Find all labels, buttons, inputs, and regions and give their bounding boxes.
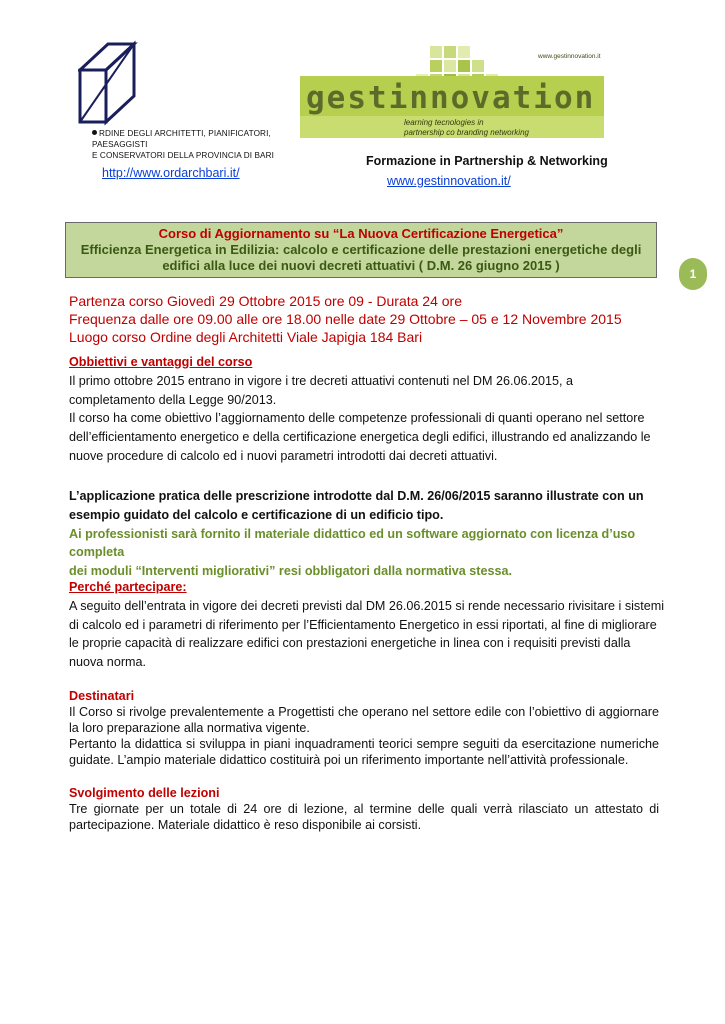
page-number-badge: 1	[679, 258, 707, 290]
architects-caption-line2: E CONSERVATORI DELLA PROVINCIA DI BARI	[92, 151, 275, 160]
why-line2: di calcolo ed i parametri di riferimento per l’Efficientamento Energetico in essi riportati, al fine di migliorare	[69, 617, 657, 632]
course-title-box	[65, 222, 657, 278]
course-subtitle-1: Efficienza Energetica in Edilizia: calcolo e certificazione delle prestazioni energetiche degli	[80, 242, 642, 257]
gest-logo-tagline-2: partnership co branding networking	[404, 128, 529, 137]
recipients-heading: Destinatari	[69, 689, 135, 703]
course-schedule: Frequenza dalle ore 09.00 alle ore 18.00 nelle date 29 Ottobre – 05 e 12 Novembre 2015	[69, 311, 622, 327]
architects-caption	[92, 128, 292, 161]
application-bold-line1: L’applicazione pratica delle prescrizione introdotte dal D.M. 26/06/2015 saranno illustrate con un	[69, 489, 644, 503]
gestinnovation-link[interactable]: www.gestinnovation.it/	[387, 174, 511, 188]
why-section	[69, 578, 669, 672]
course-start: Partenza corso Giovedì 29 Ottobre 2015 ore 09 - Durata 24 ore	[69, 293, 463, 309]
lessons-p1: Tre giornate per un totale di 24 ore di lezione, al termine delle quali verrà rilasciato un attestato di partecipazione. Materiale didattico è reso disponibile ai corsisti.	[69, 802, 659, 832]
application-green-line1: Ai professionisti sarà fornito il materiale didattico ed un software aggiornato con licenza d’uso completa	[69, 526, 636, 560]
objectives-heading: Obbiettivi e vantaggi del corso	[69, 355, 253, 369]
recipients-section	[69, 688, 659, 768]
objectives-p1-line2: completamento della Legge 90/2013.	[69, 392, 277, 407]
objectives-p2-line2: dell’efficientamento energetico e della certificazione energetica degli edifici, illustrando ed analizzando le	[69, 430, 651, 445]
why-line4: nuova norma.	[69, 655, 147, 670]
course-subtitle-2: edifici alla luce dei nuovi decreti attuativi ( D.M. 26 giugno 2015 )	[162, 258, 560, 273]
why-line3: le proprie capacità di realizzare edifici con prestazioni energetiche in linea con i requisiti previsti dalla	[69, 636, 631, 651]
objectives-p2-line1: Il corso ha come obiettivo l’aggiornamento delle competenze professionali di quanti operano nel settore	[69, 411, 645, 426]
why-line1: A seguito dell’entrata in vigore dei decreti previsti dal DM 26.06.2015 si rende necessario rivisitare i sistemi	[69, 598, 664, 613]
gest-logo-small-url: www.gestinnovation.it	[538, 53, 601, 60]
why-heading: Perché partecipare:	[69, 580, 187, 594]
gest-logo-tagline-1: learning tecnologies in	[404, 118, 484, 127]
course-title: Corso di Aggiornamento su “La Nuova Certificazione Energetica”	[158, 226, 564, 241]
application-bold-line2: esempio guidato del calcolo e certificazione di un edificio tipo.	[69, 507, 444, 522]
objectives-section	[69, 353, 659, 466]
architects-link[interactable]: http://www.ordarchbari.it/	[102, 166, 240, 180]
objectives-p2-line3: nuove procedure di calcolo ed i nuovi parametri introdotti dai decreti attuativi.	[69, 448, 498, 463]
gest-logo-word: gestinnovation	[306, 80, 596, 116]
course-location: Luogo corso Ordine degli Architetti Viale Japigia 184 Bari	[69, 329, 423, 345]
architects-logo	[78, 40, 138, 126]
application-green-line2: dei moduli “Interventi migliorativi” resi obbligatori dalla normativa stessa.	[69, 564, 512, 579]
course-info	[69, 292, 622, 346]
gestinnovation-logo	[292, 42, 612, 140]
application-section	[69, 487, 669, 581]
lessons-heading: Svolgimento delle lezioni	[69, 786, 220, 800]
recipients-p2: Pertanto la didattica si sviluppa in piani inquadramenti teorici sempre seguiti da esercitazione numeriche guidate. L’ampio materiale didattico costituirà poi un riferimento importante nell’attività professionale.	[69, 737, 659, 767]
formazione-label: Formazione in Partnership & Networking	[366, 154, 608, 168]
objectives-p1-line1: Il primo ottobre 2015 entrano in vigore i tre decreti attuativi contenuti nel DM 26.06.2015, a	[69, 373, 574, 388]
lessons-section	[69, 785, 659, 833]
architects-caption-line1: RDINE DEGLI ARCHITETTI, PIANIFICATORI, PAESAGGISTI	[92, 129, 271, 149]
recipients-p1: Il Corso si rivolge prevalentemente a Progettisti che operano nel settore edile con l’obiettivo di aggiornare la loro preparazione alla normativa vigente.	[69, 705, 659, 735]
